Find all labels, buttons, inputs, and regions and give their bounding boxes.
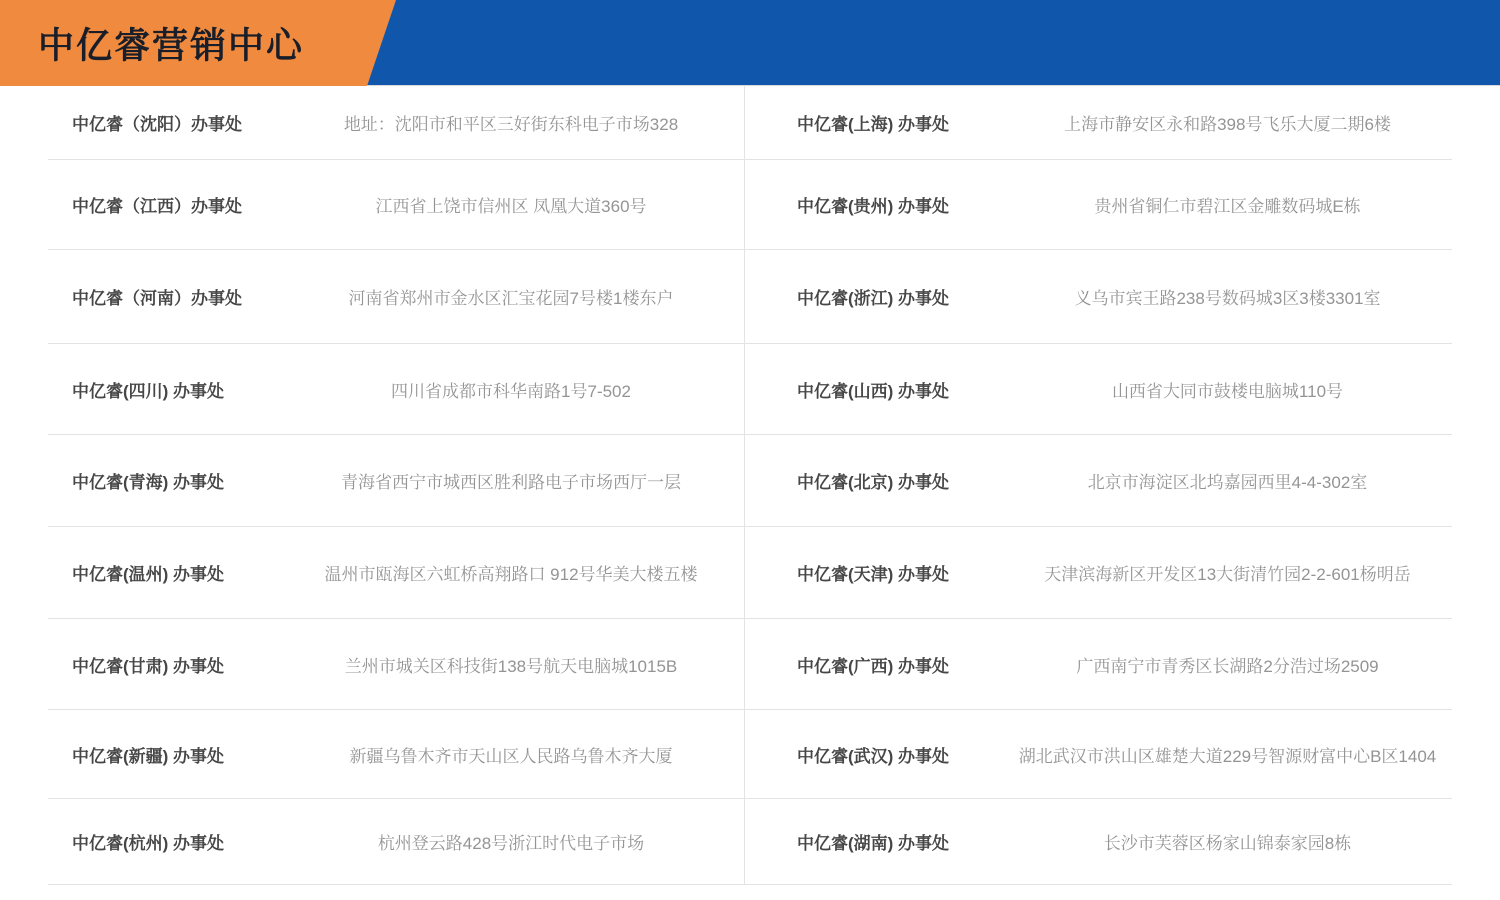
office-address: 河南省郑州市金水区汇宝花园7号楼1楼东户 — [348, 289, 674, 308]
office-address: 天津滨海新区开发区13大街清竹园2-2-601杨明岳 — [1044, 565, 1411, 584]
office-name: 中亿睿(青海) 办事处 — [72, 473, 225, 492]
office-cell — [48, 344, 745, 435]
office-address: 贵州省铜仁市碧江区金雕数码城E栋 — [1094, 197, 1361, 216]
page-title: 中亿睿营销中心 — [38, 24, 305, 65]
office-name: 中亿睿(上海) 办事处 — [797, 115, 950, 134]
office-cell — [745, 799, 1452, 885]
office-cell — [745, 435, 1452, 527]
office-address: 上海市静安区永和路398号飞乐大厦二期6楼 — [1064, 115, 1391, 134]
office-address: 湖北武汉市洪山区雄楚大道229号智源财富中心B区1404 — [1018, 746, 1437, 766]
office-name: 中亿睿(浙江) 办事处 — [797, 289, 950, 308]
office-cell — [48, 710, 745, 799]
office-name: 中亿睿(温州) 办事处 — [72, 565, 225, 584]
office-address: 北京市海淀区北坞嘉园西里4-4-302室 — [1087, 473, 1368, 492]
office-cell — [48, 619, 745, 710]
office-cell — [745, 250, 1452, 344]
office-name: 中亿睿(新疆) 办事处 — [72, 746, 225, 766]
office-address: 兰州市城关区科技街138号航天电脑城1015B — [344, 656, 678, 676]
office-address: 青海省西宁市城西区胜利路电子市场西厅一层 — [341, 473, 681, 492]
office-address: 江西省上饶市信州区 凤凰大道360号 — [375, 197, 647, 216]
office-name: 中亿睿(贵州) 办事处 — [797, 197, 950, 216]
office-address: 地址：沈阳市和平区三好街东科电子市场328 — [343, 115, 679, 134]
office-address: 长沙市芙蓉区杨家山锦泰家园8栋 — [1103, 834, 1352, 853]
office-cell — [48, 160, 745, 250]
office-address: 新疆乌鲁木齐市天山区人民路乌鲁木齐大厦 — [349, 746, 673, 766]
office-name: 中亿睿（河南）办事处 — [72, 289, 242, 308]
office-cell — [745, 86, 1452, 160]
office-name: 中亿睿(天津) 办事处 — [797, 565, 950, 584]
office-cell — [745, 160, 1452, 250]
office-address: 义乌市宾王路238号数码城3区3楼3301室 — [1074, 289, 1381, 308]
office-name: 中亿睿(武汉) 办事处 — [797, 746, 950, 766]
office-cell — [745, 619, 1452, 710]
header-banner — [0, 0, 1500, 86]
office-address: 杭州登云路428号浙江时代电子市场 — [377, 834, 645, 853]
office-address: 温州市瓯海区六虹桥高翔路口 912号华美大楼五楼 — [324, 565, 698, 584]
office-cell — [48, 250, 745, 344]
office-address: 四川省成都市科华南路1号7-502 — [391, 381, 631, 401]
office-name: 中亿睿(广西) 办事处 — [797, 656, 950, 676]
offices-table — [48, 86, 1452, 885]
office-name: 中亿睿(北京) 办事处 — [797, 473, 950, 492]
office-cell — [48, 527, 745, 619]
office-name: 中亿睿（沈阳）办事处 — [72, 115, 242, 134]
office-cell — [48, 86, 745, 160]
office-cell — [745, 344, 1452, 435]
office-name: 中亿睿(山西) 办事处 — [797, 381, 950, 401]
office-cell — [745, 527, 1452, 619]
office-address: 山西省大同市鼓楼电脑城110号 — [1111, 381, 1344, 401]
office-name: 中亿睿(杭州) 办事处 — [72, 834, 225, 853]
office-address: 广西南宁市青秀区长湖路2分浩过场2509 — [1076, 656, 1379, 676]
office-name: 中亿睿(湖南) 办事处 — [797, 834, 950, 853]
office-name: 中亿睿(四川) 办事处 — [72, 381, 225, 401]
office-cell — [745, 710, 1452, 799]
office-cell — [48, 435, 745, 527]
office-cell — [48, 799, 745, 885]
office-name: 中亿睿（江西）办事处 — [72, 197, 242, 216]
office-name: 中亿睿(甘肃) 办事处 — [72, 656, 225, 676]
